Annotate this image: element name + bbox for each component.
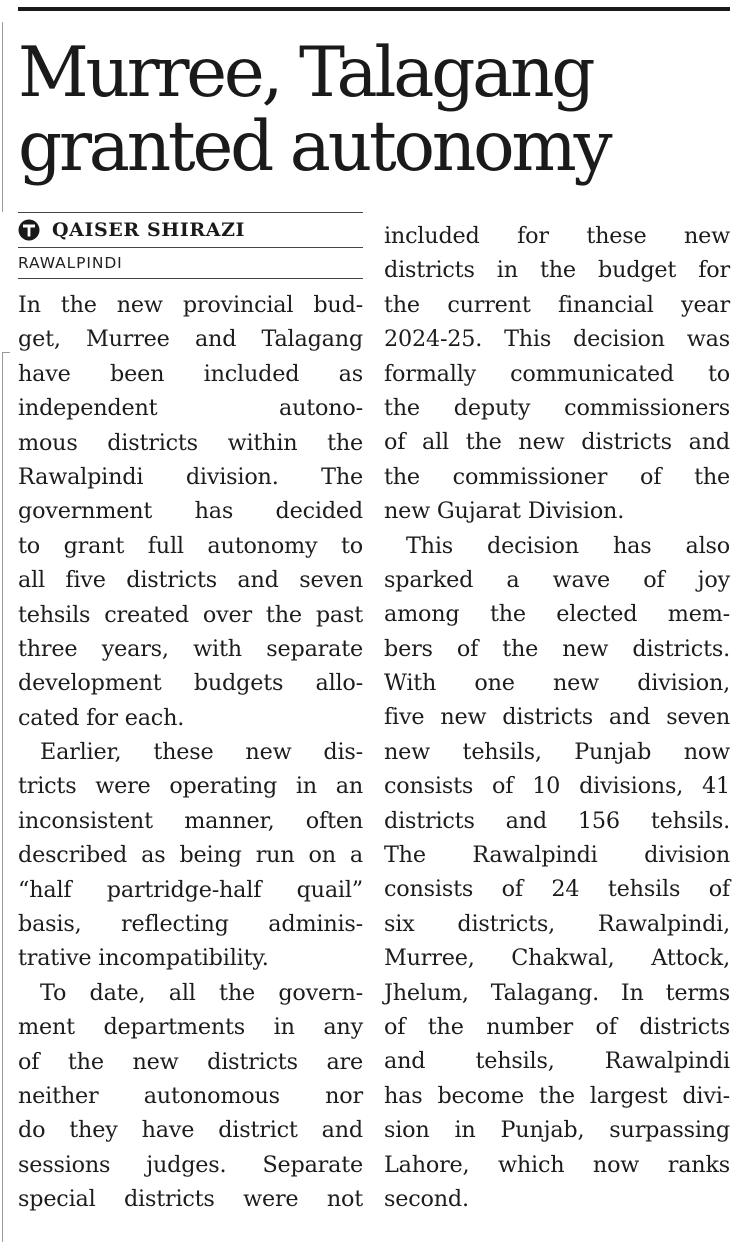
text-line: In the new provincial bud-: [18, 292, 363, 318]
text-line: the current financial year: [384, 291, 730, 318]
text-line: 2024-25. This decision was: [384, 326, 730, 353]
top-rule: [18, 7, 730, 11]
headline: [18, 33, 728, 187]
headline-line: granted autonomy: [18, 107, 610, 187]
text-line: districts in the budget for: [384, 257, 730, 284]
column-divider-tick: [2, 352, 10, 353]
text-line: government has decided: [18, 498, 363, 525]
text-line: consists of 24 tehsils of: [384, 876, 730, 903]
text-line: and tehsils, Rawalpindi: [384, 1048, 730, 1075]
text-line: new tehsils, Punjab now: [384, 738, 730, 765]
text-line: basis, reflecting adminis-: [18, 911, 363, 938]
text-line: get, Murree and Talagang: [18, 326, 363, 353]
text-line: independent autono-: [18, 395, 363, 422]
text-line: consists of 10 divisions, 41: [384, 773, 730, 800]
text-line: ment departments in any: [18, 1014, 363, 1041]
text-line: has become the largest divi-: [384, 1082, 730, 1109]
text-line: among the elected mem-: [384, 601, 730, 628]
text-line: five new districts and seven: [384, 704, 730, 731]
headline-line: Murree, Talagang: [18, 33, 593, 113]
text-line: districts and 156 tehsils.: [384, 807, 730, 834]
text-line: six districts, Rawalpindi,: [384, 910, 730, 937]
text-line: Rawalpindi division. The: [18, 463, 363, 490]
text-line: all five districts and seven: [18, 567, 363, 594]
text-line: trative incompatibility.: [18, 945, 269, 972]
byline-rule: [18, 278, 363, 279]
text-line: neither autonomous nor: [18, 1082, 363, 1109]
text-line: This decision has also: [406, 532, 730, 559]
text-line: have been included as: [18, 360, 363, 387]
text-line: the deputy commissioners: [384, 394, 730, 421]
text-line: Murree, Chakwal, Attock,: [384, 945, 730, 972]
article-column-1: [18, 288, 363, 1217]
text-line: With one new division,: [384, 670, 730, 697]
text-line: sparked a wave of joy: [384, 566, 730, 593]
text-line: mous districts within the: [18, 429, 363, 456]
text-line: Jhelum, Talagang. In terms: [384, 979, 730, 1006]
text-line: development budgets allo-: [18, 670, 363, 697]
text-line: The Rawalpindi division: [384, 842, 730, 869]
text-line: inconsistent manner, often: [18, 807, 363, 834]
text-line: the commissioner of the: [384, 463, 730, 490]
tribune-t-icon: [18, 219, 40, 241]
text-line: tricts were operating in an: [18, 773, 363, 800]
text-line: sessions judges. Separate: [18, 1151, 363, 1178]
text-line: described as being run on a: [18, 842, 363, 869]
text-line: “half partridge-half quail”: [18, 876, 363, 903]
text-line: bers of the new districts.: [384, 635, 730, 662]
text-line: new Gujarat Division.: [384, 498, 625, 525]
text-line: sion in Punjab, surpassing: [384, 1117, 730, 1144]
column-divider: [2, 22, 3, 212]
author-row: [18, 213, 363, 247]
text-line: of all the new districts and: [384, 429, 730, 456]
dateline: RAWALPINDI: [18, 254, 123, 272]
text-line: formally communicated to: [384, 360, 730, 387]
text-line: three years, with separate: [18, 635, 363, 662]
text-line: Earlier, these new dis-: [40, 739, 363, 766]
text-line: second.: [384, 1185, 469, 1212]
text-line: of the new districts are: [18, 1048, 363, 1075]
byline: [18, 212, 363, 279]
text-line: included for these new: [384, 223, 730, 249]
text-line: cated for each.: [18, 704, 185, 731]
text-line: special districts were not: [18, 1186, 363, 1213]
text-line: do they have district and: [18, 1117, 363, 1144]
text-line: Lahore, which now ranks: [384, 1151, 730, 1178]
column-divider: [2, 352, 3, 1242]
text-line: tehsils created over the past: [18, 601, 363, 628]
article-column-2: [384, 219, 730, 1216]
text-line: to grant full autonomy to: [18, 532, 363, 559]
text-line: of the number of districts: [384, 1013, 730, 1040]
author-name: QAISER SHIRAZI: [52, 219, 246, 241]
text-line: To date, all the govern-: [40, 979, 363, 1006]
